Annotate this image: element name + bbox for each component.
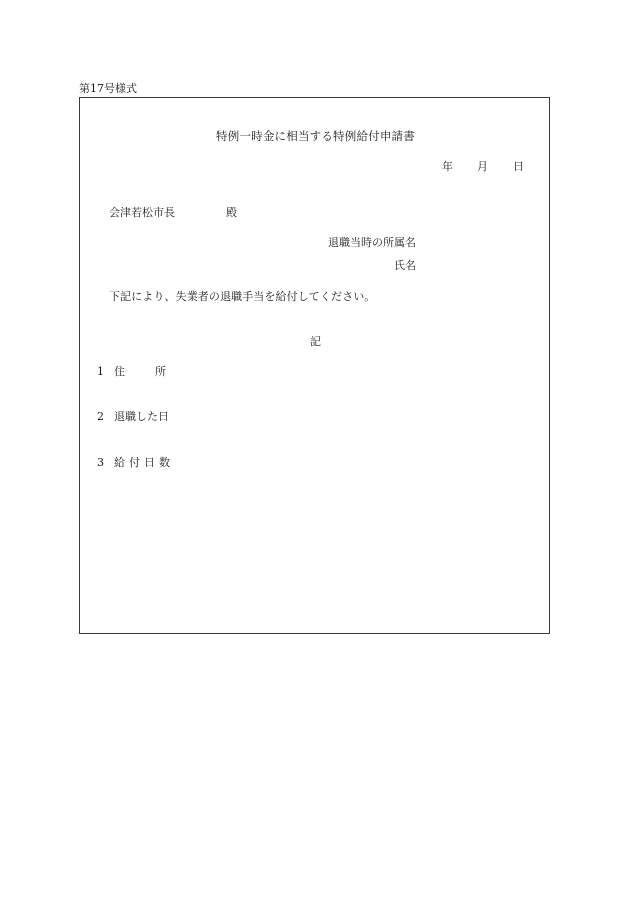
request-text: 下記により、失業者の退職手当を給付してください。: [109, 290, 376, 303]
date-month-label: 月: [477, 160, 488, 173]
form-number: 第17号様式: [79, 82, 137, 95]
item-benefit-days: [97, 457, 174, 468]
date-day-label: 日: [513, 160, 524, 173]
honorific: 殿: [226, 206, 237, 219]
item-number: 2: [97, 410, 104, 423]
item-number: 1: [97, 365, 104, 378]
item-retirement-date: [97, 411, 169, 422]
item-label: 住所: [114, 365, 196, 378]
affiliation-label: 退職当時の所属名: [328, 236, 416, 249]
name-label: 氏名: [394, 259, 416, 272]
item-number: 3: [97, 456, 104, 469]
addressee: 会津若松市長: [109, 206, 175, 219]
item-label: 給付日数: [114, 456, 174, 469]
form-title: 特例一時金に相当する特例給付申請書: [216, 129, 415, 143]
date-year-label: 年: [442, 160, 453, 173]
ki-heading: 記: [310, 335, 321, 348]
item-label: 退職した日: [114, 410, 169, 423]
item-address: [97, 366, 196, 377]
form-frame: [79, 97, 550, 634]
